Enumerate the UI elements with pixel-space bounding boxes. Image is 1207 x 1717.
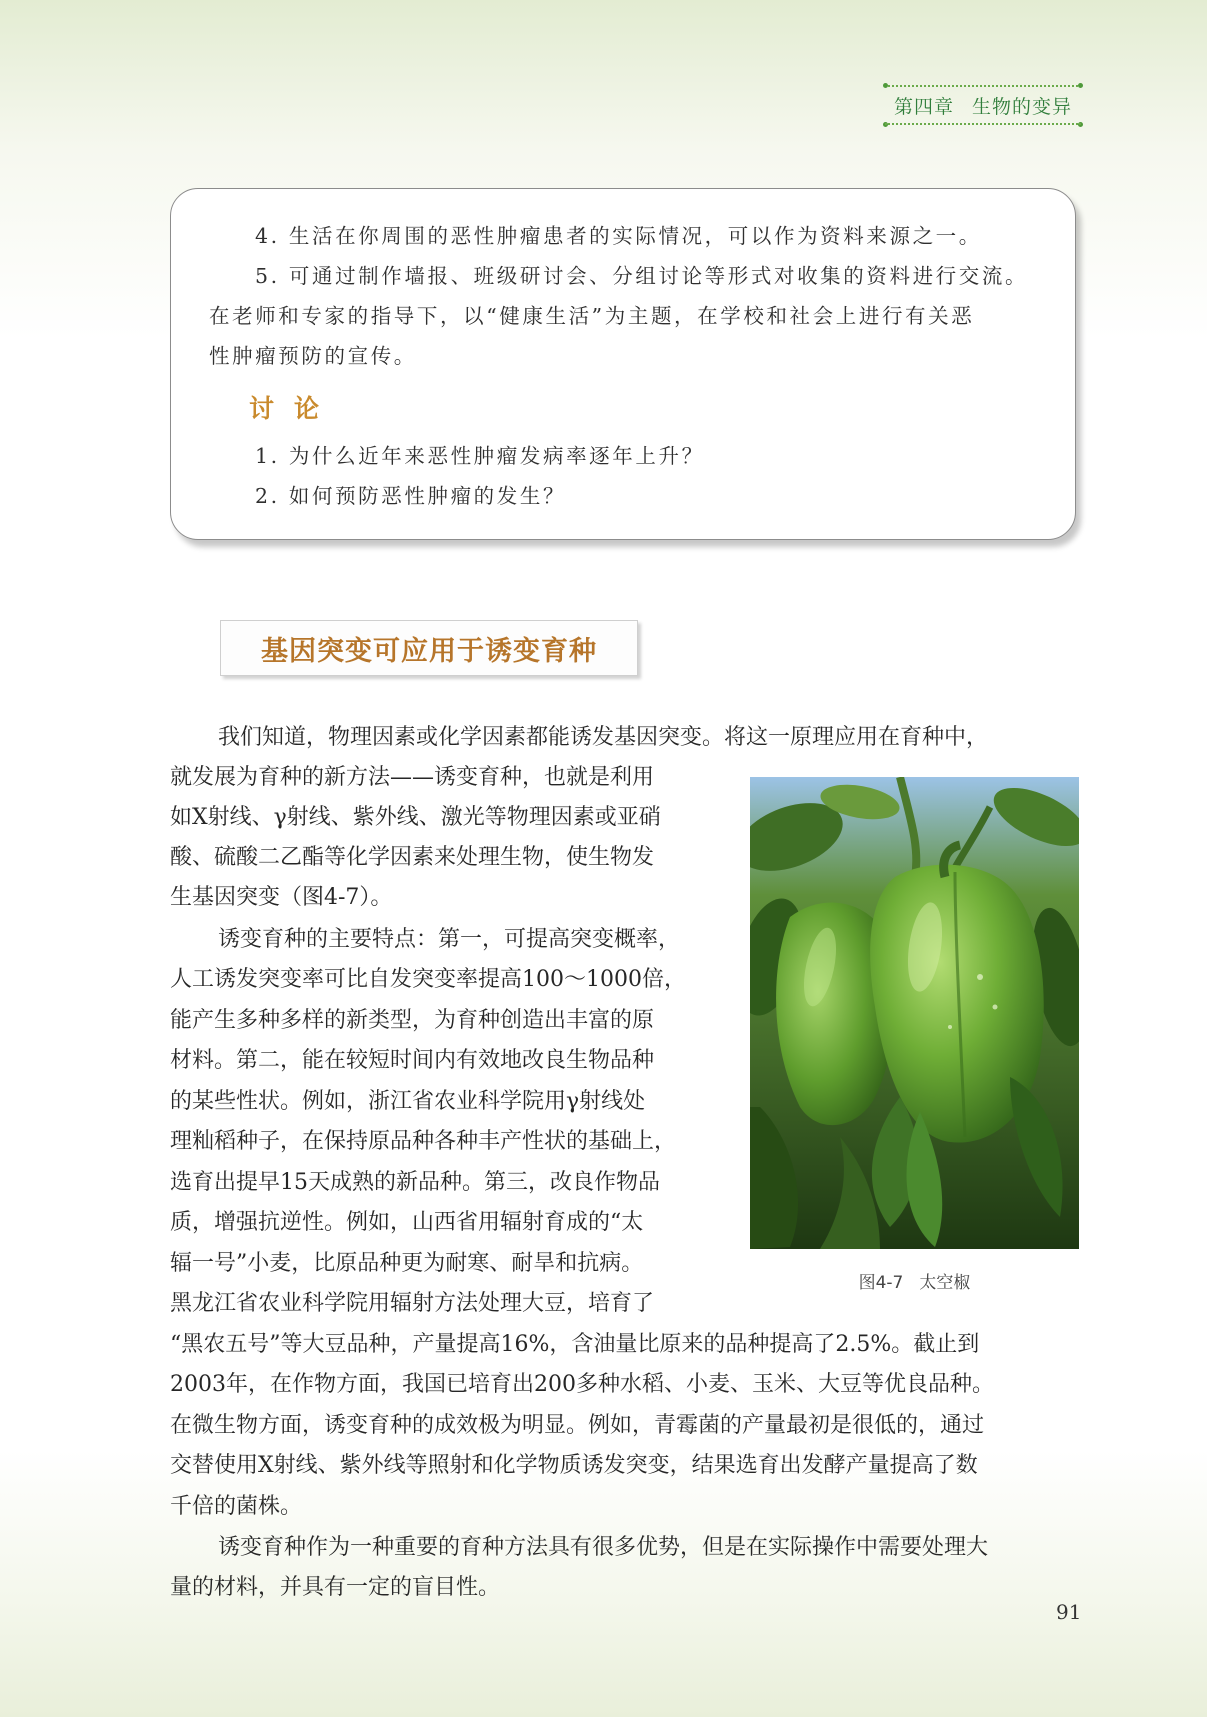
chapter-header (885, 85, 1081, 125)
body-line: 酸、硫酸二乙酯等化学因素来处理生物，使生物发 (170, 845, 655, 870)
body-line: 理籼稻种子，在保持原品种各种丰产性状的基础上， (170, 1129, 677, 1154)
body-line: 千倍的菌株。 (170, 1494, 303, 1519)
body-line: 人工诱发突变率可比自发突变率提高100～1000倍， (170, 967, 686, 992)
pepper-photo (750, 777, 1079, 1249)
activity-line: 4. 生活在你周围的恶性肿瘤患者的实际情况，可以作为资料来源之一。 (255, 224, 982, 248)
body-line: “黑农五号”等大豆品种，产量提高16%，含油量比原来的品种提高了2.5%。截止到 (170, 1332, 980, 1357)
figure-number: 图4-7 (858, 1273, 904, 1293)
body-line: 材料。第二，能在较短时间内有效地改良生物品种 (170, 1048, 655, 1073)
body-line: 在微生物方面，诱变育种的成效极为明显。例如，青霉菌的产量最初是很低的，通过 (170, 1413, 985, 1438)
chapter-number: 第四章 (893, 95, 954, 118)
body-line: 诱变育种的主要特点：第一，可提高突变概率， (218, 927, 681, 952)
body-line: 2003年，在作物方面，我国已培育出200多种水稻、小麦、玉米、大豆等优良品种。 (170, 1372, 994, 1397)
activity-box (170, 188, 1076, 540)
page-number: 91 (1056, 1600, 1082, 1624)
body-line: 能产生多种多样的新类型，为育种创造出丰富的原 (170, 1008, 655, 1033)
body-line: 生基因突变（图4-7）。 (170, 885, 393, 910)
figure-caption (750, 1268, 1079, 1293)
section-title: 基因突变可应用于诱变育种 (220, 620, 638, 676)
activity-line: 性肿瘤预防的宣传。 (209, 344, 417, 368)
figure-title: 太空椒 (919, 1273, 971, 1293)
body-line: 辐一号”小麦，比原品种更为耐寒、耐旱和抗病。 (170, 1251, 644, 1276)
body-line: 如X射线、γ射线、紫外线、激光等物理因素或亚硝 (170, 805, 661, 830)
activity-line: 5. 可通过制作墙报、班级研讨会、分组讨论等形式对收集的资料进行交流。 (255, 264, 1029, 288)
body-line: 选育出提早15天成熟的新品种。第三，改良作物品 (170, 1170, 660, 1195)
discussion-heading: 讨论 (249, 394, 340, 423)
discussion-question: 2. 如何预防恶性肿瘤的发生？ (255, 484, 567, 508)
activity-line: 在老师和专家的指导下，以“健康生活”为主题，在学校和社会上进行有关恶 (209, 304, 975, 328)
body-line: 诱变育种作为一种重要的育种方法具有很多优势，但是在实际操作中需要处理大 (218, 1535, 989, 1560)
body-line: 的某些性状。例如，浙江省农业科学院用γ射线处 (170, 1089, 646, 1114)
body-line: 黑龙江省农业科学院用辐射方法处理大豆，培育了 (170, 1291, 655, 1316)
body-line: 质，增强抗逆性。例如，山西省用辐射育成的“太 (170, 1210, 644, 1235)
body-line: 就发展为育种的新方法——诱变育种，也就是利用 (170, 765, 655, 790)
body-line: 交替使用X射线、紫外线等照射和化学物质诱发突变，结果选育出发酵产量提高了数 (170, 1453, 978, 1478)
body-line: 量的材料，并具有一定的盲目性。 (170, 1575, 501, 1600)
body-line: 我们知道，物理因素或化学因素都能诱发基因突变。将这一原理应用在育种中， (218, 725, 989, 750)
discussion-question: 1. 为什么近年来恶性肿瘤发病率逐年上升？ (255, 444, 705, 468)
chapter-title: 生物的变异 (972, 95, 1073, 118)
